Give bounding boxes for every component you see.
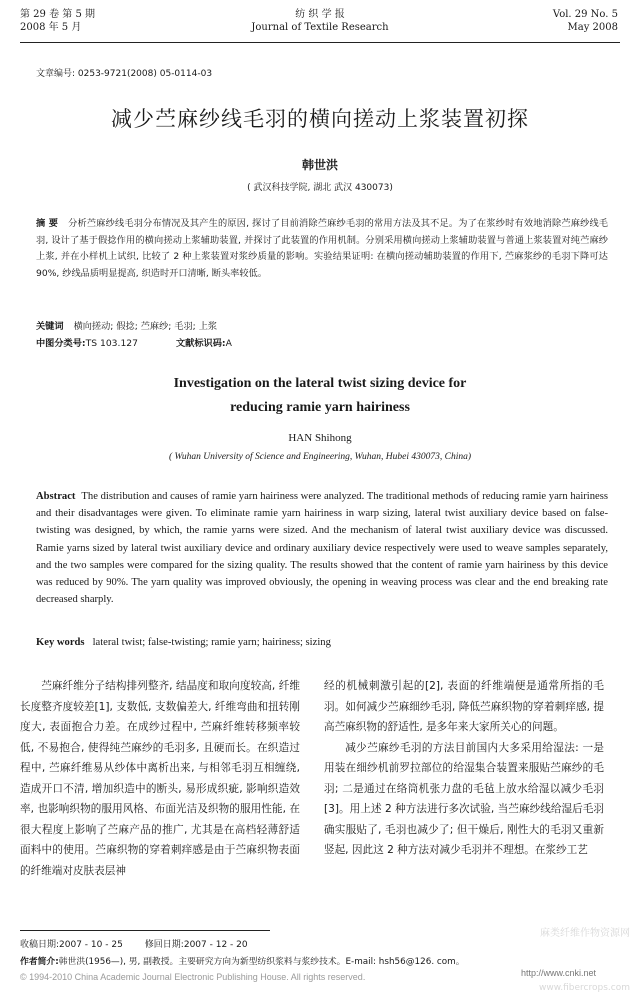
author-en: HAN Shihong: [288, 432, 352, 444]
journal-title: [0, 8, 640, 34]
footnote-divider: [20, 930, 270, 931]
abstract-en-text: The distribution and causes of ramie yarn hairiness were analyzed. The traditional methods of reducing ramie yarn hairiness and their disadvantages were given. To eliminate ramie yarn hairiness in warp sizing, lateral twist auxiliary device based on false-twisting was designed, by which, the ramie yarns were sized. And the mechanism of lateral twist auxiliary device was discussed. Ramie yarns sized by lateral twist auxiliary device and ordinary auxiliary device respectively were used to weave samples separately, and the two samples were compared for the sizing quality. The results showed that the content of ramie yarn hairiness by this device was reduced by 90%. The yarn quality was improved obviously, the opening in weaving process was clear and the end breaking rate decreased sharply.: [36, 491, 608, 606]
journal-volume-info-en: [553, 8, 618, 34]
keywords-cn-text: 横向搓动; 假捻; 苎麻纱; 毛羽; 上浆: [73, 321, 218, 332]
keywords-en: [36, 637, 331, 648]
abstract-en: [36, 488, 608, 608]
watermark-site-url: www.fibercrops.com: [539, 983, 630, 993]
footnote-dates: [20, 937, 248, 950]
body-column-right: [324, 676, 604, 861]
header-divider: [20, 42, 620, 43]
publication-date-cn: 2008 年 5 月: [20, 22, 82, 33]
volume-issue-en: Vol. 29 No. 5: [552, 9, 618, 20]
classification-line: [36, 335, 232, 349]
clc-label: 中图分类号:: [36, 338, 86, 349]
abstract-cn-text: 分析苎麻纱线毛羽分布情况及其产生的原因, 探讨了目前消除苎麻纱毛羽的常用方法及其不足。为了在浆纱时有效地消除苎麻纱线毛羽, 设计了基于假捻作用的横向搓动上浆辅助装置, 并探讨了此装置的作用机制。分别采用横向搓动上浆辅助装置与普通上浆装置对纯苎麻纱上浆, 并在小样机上试织, 比较了 2 种上浆装置对浆纱质量的影响。实验结果证明: 在横向搓动辅助装置的作用下, 苎麻浆纱的毛羽下降可达 90%, 纱线品质明显提高, 织造时开口清晰, 断头率较低。: [36, 218, 608, 279]
affiliation-en: ( Wuhan University of Science and Engineering, Wuhan, Hubei 430073, China): [168, 452, 472, 462]
body-paragraph: 减少苎麻纱毛羽的方法目前国内大多采用给湿法: 一是用装在细纱机前罗拉部位的给湿集合装置来服贴苎麻纱的毛羽; 二是通过在络筒机张力盘的毛毡上放水给湿以减少毛羽[3]。用上述 2 种方法进行多次试验, 当苎麻纱线给湿后毛羽确实服贴了, 毛羽也减少了; 但干燥后, 刚性大的毛羽又重新竖起, 因此这 2 种方法对减少毛羽并不理想。在浆纱工艺: [324, 741, 604, 856]
watermark-site-name: 麻类纤维作物资源网: [540, 928, 630, 939]
author-bio-text: 韩世洪(1956—), 男, 副教授。主要研究方向为新型纺织浆料与浆纱技术。E-mail: hsh56@126. com。: [58, 957, 465, 967]
revised-date: 2007 - 12 - 20: [183, 940, 248, 950]
volume-issue: 第 29 卷 第 5 期: [20, 9, 95, 20]
author-bio-label: 作者简介:: [20, 957, 59, 967]
received-label: 收稿日期:: [20, 940, 60, 950]
keywords-en-text: lateral twist; false-twisting; ramie yarn; hairiness; sizing: [92, 637, 331, 648]
author-cn: 韩世洪: [301, 158, 338, 172]
body-paragraph-continued: 经的机械刺激引起的[2], 表面的纤维端便是通常所指的毛羽。如何减少苎麻细纱毛羽, 降低苎麻织物的穿着刺痒感, 提高苎麻织物的舒适性, 是多年来大家所关心的问题。: [324, 680, 604, 733]
body-column-left: [20, 676, 300, 881]
paper-title-en: [0, 372, 640, 420]
revised-label: 修回日期:: [144, 940, 184, 950]
paper-title-en-line1: Investigation on the lateral twist sizing device for: [173, 376, 467, 391]
abstract-en-label: Abstract: [36, 491, 76, 502]
paper-title-cn: 减少苎麻纱线毛羽的横向搓动上浆装置初探: [111, 107, 529, 131]
publication-date-en: May 2008: [567, 22, 618, 33]
article-number: 文章编号: 0253-9721(2008) 05-0114-03: [36, 69, 213, 79]
journal-name-en: Journal of Textile Research: [251, 22, 389, 33]
doc-code-label: 文献标识码:: [175, 338, 226, 349]
keywords-en-label: Key words: [36, 637, 85, 648]
abstract-cn: [36, 216, 608, 282]
received-date: 2007 - 10 - 25: [59, 940, 123, 950]
paper-title-en-line2: reducing ramie yarn hairiness: [230, 400, 410, 415]
clc-value: TS 103.127: [85, 338, 138, 349]
footnote-author: [20, 954, 465, 967]
cnki-link[interactable]: http://www.cnki.net: [520, 968, 596, 978]
doc-code-value: A: [225, 338, 232, 349]
copyright-notice: © 1994-2010 China Academic Journal Electronic Publishing House. All rights reserved.: [20, 972, 366, 982]
journal-name-cn: 纺 织 学 报: [295, 9, 345, 20]
body-paragraph: 苎麻纤维分子结构排列整齐, 结晶度和取向度较高, 纤维长度整齐度较差[1], 支数低, 支数偏差大, 纤维弯曲和扭转刚度大, 表面抱合力差。在成纱过程中, 苎麻纤维转移频率较低, 不易抱合, 使得纯苎麻纱的毛羽多, 且硬而长。在织造过程中, 苎麻纤维易从纱体中离析出来, 与相邻毛羽互相缠绕, 造成开口不清, 增加织造中的断头, 易形成织疵, 影响织造效率, 也影响织物的服用风格、布面光洁及织物的服用性能, 在很大程度上影响了苎麻产品的推广, 尤其是在高档轻薄舒适面料中的使用。苎麻织物的穿着刺痒感是由于苎麻织物表面的纤维端对皮肤表层神: [20, 680, 300, 877]
affiliation-cn: ( 武汉科技学院, 湖北 武汉 430073): [247, 183, 393, 193]
abstract-cn-label: 摘 要: [36, 218, 59, 229]
keywords-cn: [36, 318, 217, 332]
keywords-cn-label: 关键词: [36, 321, 64, 332]
